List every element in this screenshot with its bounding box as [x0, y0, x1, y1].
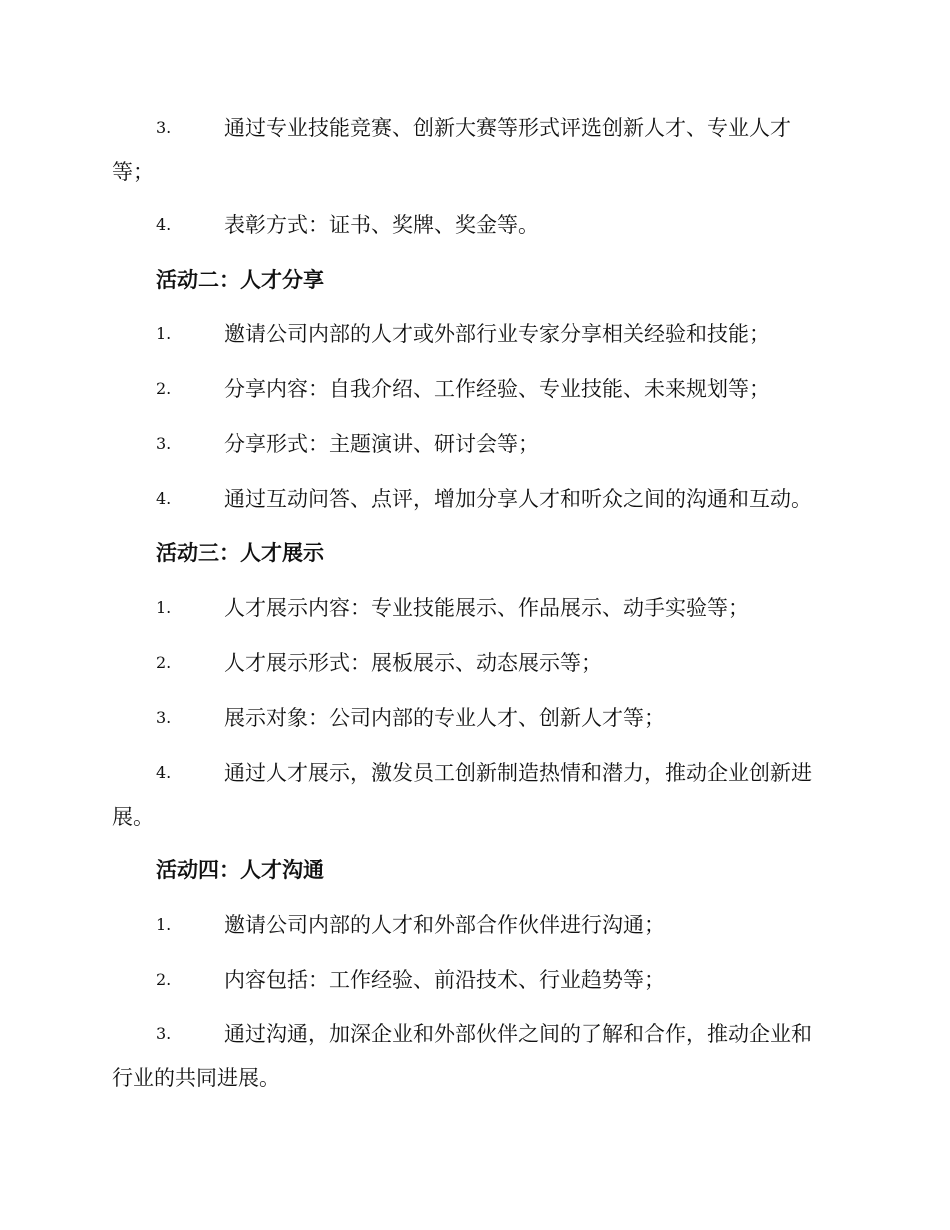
list-item-number: 1. — [156, 915, 172, 934]
list-item-number: 1. — [156, 598, 172, 617]
list-item-text: 分享内容：自我介绍、工作经验、专业技能、未来规划等； — [224, 377, 770, 401]
list-item-number: 1. — [156, 324, 172, 343]
list-item — [112, 1012, 842, 1100]
list-item-text: 人才展示形式：展板展示、动态展示等； — [224, 651, 602, 675]
section-heading: 活动二：人才分享 — [156, 267, 324, 292]
list-item-number: 4. — [156, 215, 172, 234]
list-item-text: 邀请公司内部的人才或外部行业专家分享相关经验和技能； — [224, 322, 770, 346]
list-item-text: 人才展示内容：专业技能展示、作品展示、动手实验等； — [224, 596, 749, 620]
list-item-text: 通过互动问答、点评，增加分享人才和听众之间的沟通和互动。 — [224, 487, 812, 511]
section-heading: 活动四：人才沟通 — [156, 857, 324, 882]
list-item-number: 4. — [156, 763, 172, 782]
list-item — [112, 751, 842, 839]
list-item-number: 2. — [156, 653, 172, 672]
list-item-number: 2. — [156, 379, 172, 398]
list-item — [112, 312, 842, 356]
list-item — [112, 641, 842, 685]
list-item-text: 邀请公司内部的人才和外部合作伙伴进行沟通； — [224, 913, 665, 937]
list-item-number: 2. — [156, 970, 172, 989]
list-item-text-continued: 展。 — [112, 805, 154, 829]
list-item-number: 3. — [156, 708, 172, 727]
list-item-text: 通过专业技能竞赛、创新大赛等形式评选创新人才、专业人才 — [224, 116, 791, 140]
list-item-number: 3. — [156, 434, 172, 453]
list-item-text: 通过人才展示，激发员工创新制造热情和潜力，推动企业创新进 — [224, 761, 812, 785]
section-heading: 活动三：人才展示 — [156, 540, 324, 565]
list-item-number: 3. — [156, 1024, 172, 1043]
list-item — [112, 958, 842, 1002]
list-item-number: 4. — [156, 489, 172, 508]
list-item-text-continued: 等； — [112, 160, 154, 184]
list-item-text: 内容包括：工作经验、前沿技术、行业趋势等； — [224, 968, 665, 992]
list-item — [112, 367, 842, 411]
list-item — [112, 586, 842, 630]
list-item-text: 通过沟通，加深企业和外部伙伴之间的了解和合作，推动企业和 — [224, 1022, 812, 1046]
list-item-text: 表彰方式：证书、奖牌、奖金等。 — [224, 213, 539, 237]
list-item-text-continued: 行业的共同进展。 — [112, 1066, 280, 1090]
list-item — [112, 477, 842, 521]
list-item — [112, 106, 842, 194]
list-item — [112, 203, 842, 247]
list-item — [112, 422, 842, 466]
list-item-number: 3. — [156, 118, 172, 137]
list-item-text: 分享形式：主题演讲、研讨会等； — [224, 432, 539, 456]
list-item-text: 展示对象：公司内部的专业人才、创新人才等； — [224, 706, 665, 730]
list-item — [112, 903, 842, 947]
list-item — [112, 696, 842, 740]
